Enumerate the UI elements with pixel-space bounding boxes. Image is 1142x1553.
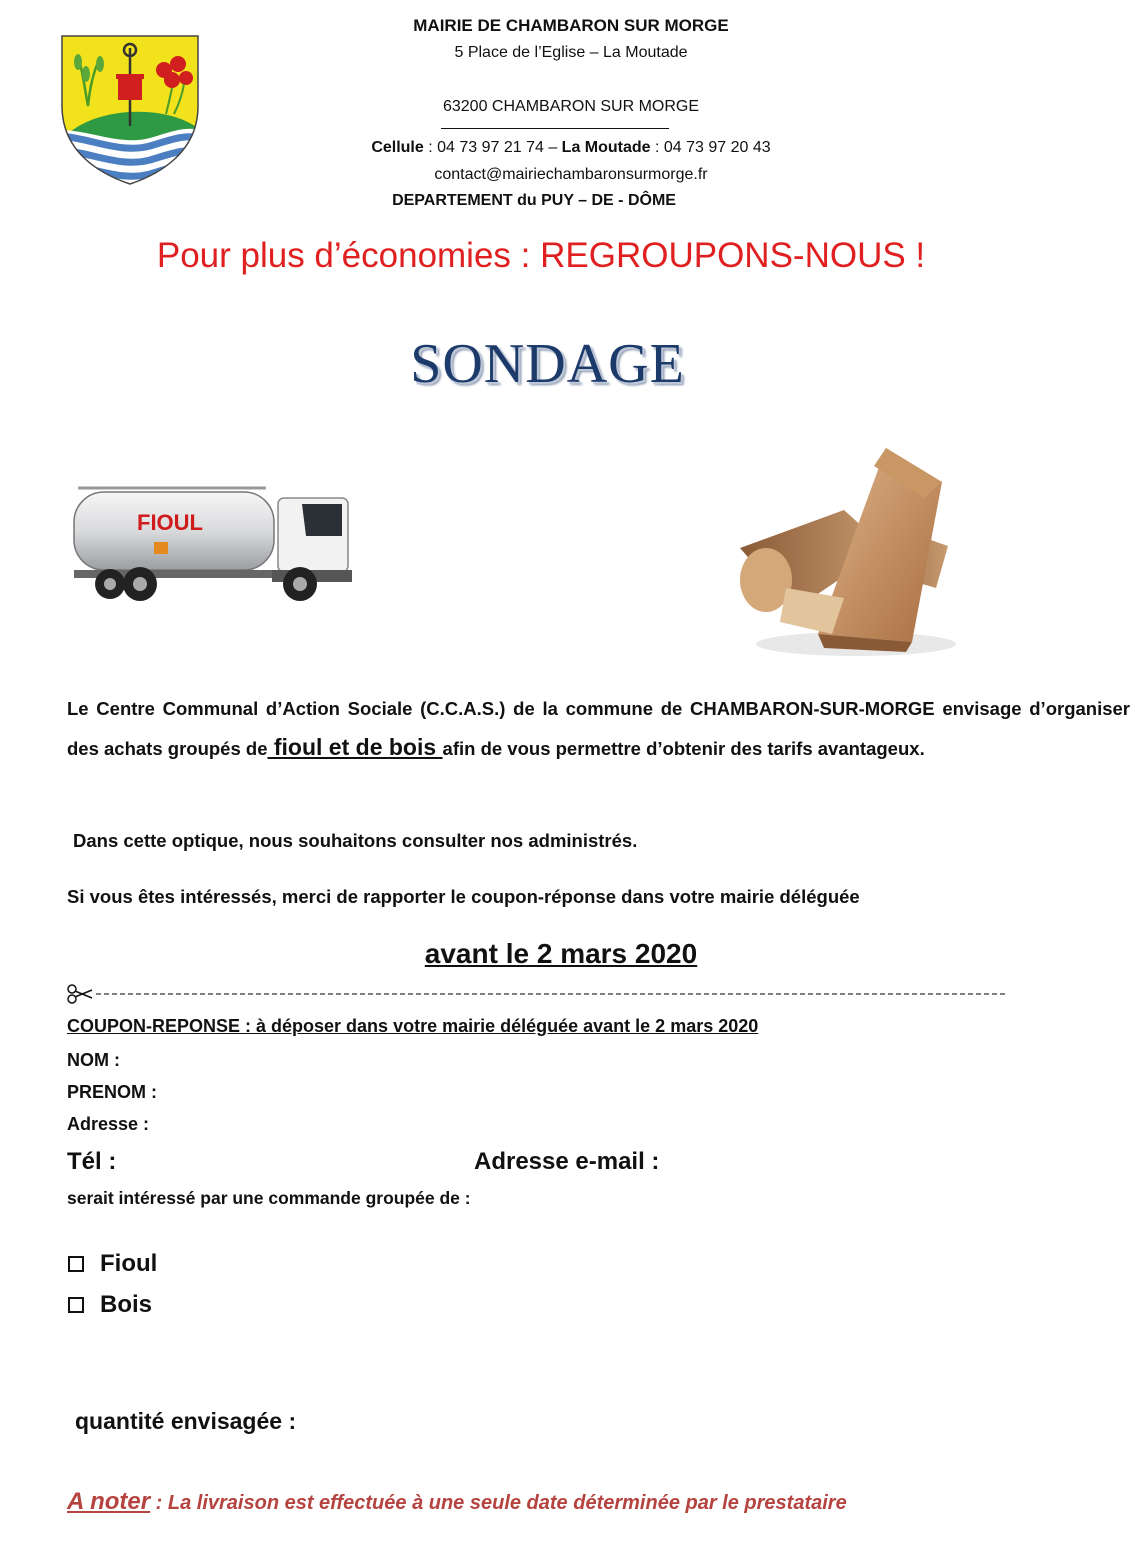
field-email-label: Adresse e-mail :	[474, 1148, 660, 1175]
intro-text-start: Le Centre Communal d’Action Sociale (C.C.A.S.) de la commune de CHAMBARON-SUR-MORGE envisage d’organiser des achats groupés de	[67, 698, 1130, 759]
option-fioul[interactable]	[68, 1250, 157, 1278]
phone-value-moutade: : 04 73 97 20 43	[650, 139, 771, 156]
cut-line	[66, 983, 1006, 1005]
consultation-paragraph: Dans cette optique, nous souhaitons consulter nos administrés.	[73, 830, 638, 851]
field-nom-label: NOM :	[67, 1050, 120, 1070]
instructions-paragraph: Si vous êtes intéressés, merci de rapporter le coupon-réponse dans votre mairie déléguée	[67, 886, 860, 907]
interest-label: serait intéressé par une commande groupée de :	[67, 1188, 471, 1208]
quantity-label: quantité envisagée :	[75, 1408, 297, 1434]
page-title: SONDAGE	[410, 333, 685, 395]
option-bois[interactable]	[68, 1291, 152, 1319]
field-prenom-label: PRENOM :	[67, 1082, 157, 1102]
field-adresse-label: Adresse :	[67, 1114, 150, 1134]
intro-paragraph	[67, 690, 1130, 768]
intro-text-end: afin de vous permettre d’obtenir des tarifs avantageux.	[442, 738, 925, 759]
slogan: Pour plus d’économies : REGROUPONS-NOUS !	[156, 236, 926, 275]
mairie-name: MAIRIE DE CHAMBARON SUR MORGE	[413, 16, 729, 35]
mairie-email: contact@mairiechambaronsurmorge.fr	[434, 166, 708, 183]
mairie-phones	[0, 139, 1142, 157]
field-tel-label: Tél :	[67, 1148, 117, 1175]
mairie-city: 63200 CHAMBARON SUR MORGE	[442, 98, 700, 115]
truck-label: FIOUL	[137, 510, 203, 535]
coupon-title: COUPON-REPONSE : à déposer dans votre mairie déléguée avant le 2 mars 2020	[67, 1016, 759, 1036]
phone-value-cellule: : 04 73 97 21 74 –	[423, 139, 562, 156]
firewood-image	[736, 438, 958, 660]
option-bois-label: Bois	[100, 1291, 153, 1318]
fuel-truck-image	[70, 478, 356, 608]
checkbox-fioul[interactable]	[68, 1256, 84, 1272]
option-fioul-label: Fioul	[100, 1250, 158, 1277]
scissors-icon	[68, 985, 92, 1003]
phone-label-moutade: La Moutade	[561, 139, 651, 156]
header-divider	[441, 128, 669, 129]
checkbox-bois[interactable]	[68, 1297, 84, 1313]
note-label: A noter	[67, 1488, 151, 1515]
deadline: avant le 2 mars 2020	[424, 938, 698, 969]
mairie-address: 5 Place de l’Eglise – La Moutade	[454, 44, 688, 61]
delivery-note	[67, 1488, 847, 1516]
intro-emphasis: fioul et de bois	[267, 734, 443, 760]
department-line: DEPARTEMENT du PUY – DE - DÔME	[392, 192, 676, 209]
note-text: : La livraison est effectuée à une seule date déterminée par le prestataire	[150, 1492, 847, 1514]
phone-label-cellule: Cellule	[371, 139, 424, 156]
